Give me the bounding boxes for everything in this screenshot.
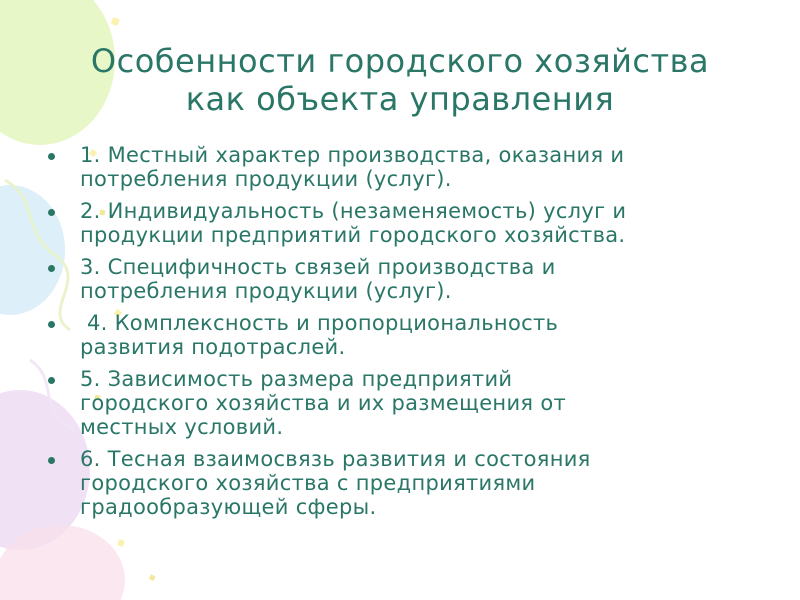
slide-title-line-1: Особенности городского хозяйства (90, 42, 710, 80)
bullet-line: городского хозяйства с предприятиями (80, 471, 536, 495)
bullet-line: 6. Тесная взаимосвязь развития и состояния (80, 447, 591, 471)
bullet-line: развития подотраслей. (80, 335, 346, 359)
confetti-icon (111, 17, 120, 26)
bullet-line: 2. Индивидуальность (незаменяемость) услуг и (80, 199, 627, 223)
bullet-item-6 (46, 447, 746, 519)
bullet-dot-icon (48, 265, 55, 272)
bullet-item-5 (46, 367, 746, 439)
bullet-dot-icon (48, 209, 55, 216)
bullet-line: 5. Зависимость размера предприятий (80, 367, 513, 391)
bullet-item-4 (46, 311, 746, 359)
slide-title-line-2: как объекта управления (185, 80, 615, 118)
bullet-line: продукции предприятий городского хозяйства. (80, 223, 626, 247)
bullet-item-2 (46, 199, 746, 247)
bullet-line: градообразующей сферы. (80, 495, 377, 519)
bullet-line: городского хозяйства и их размещения от (80, 391, 567, 415)
bullet-dot-icon (48, 153, 55, 160)
bullet-line: местных условий. (80, 415, 284, 439)
bullet-line: 3. Специфичность связей производства и (80, 255, 556, 279)
confetti-icon (149, 574, 156, 581)
bullet-line: 4. Комплексность и пропорциональность (80, 311, 559, 335)
bullet-line: потребления продукции (услуг). (80, 279, 452, 303)
bullet-dot-icon (48, 457, 55, 464)
bullet-list (46, 143, 746, 527)
bullet-dot-icon (48, 321, 55, 328)
bullet-line: потребления продукции (услуг). (80, 167, 452, 191)
bullet-line: 1. Местный характер производства, оказания и (80, 143, 625, 167)
bullet-item-1 (46, 143, 746, 191)
confetti-icon (117, 539, 125, 547)
bullet-dot-icon (48, 377, 55, 384)
slide-title (40, 42, 760, 118)
bullet-item-3 (46, 255, 746, 303)
